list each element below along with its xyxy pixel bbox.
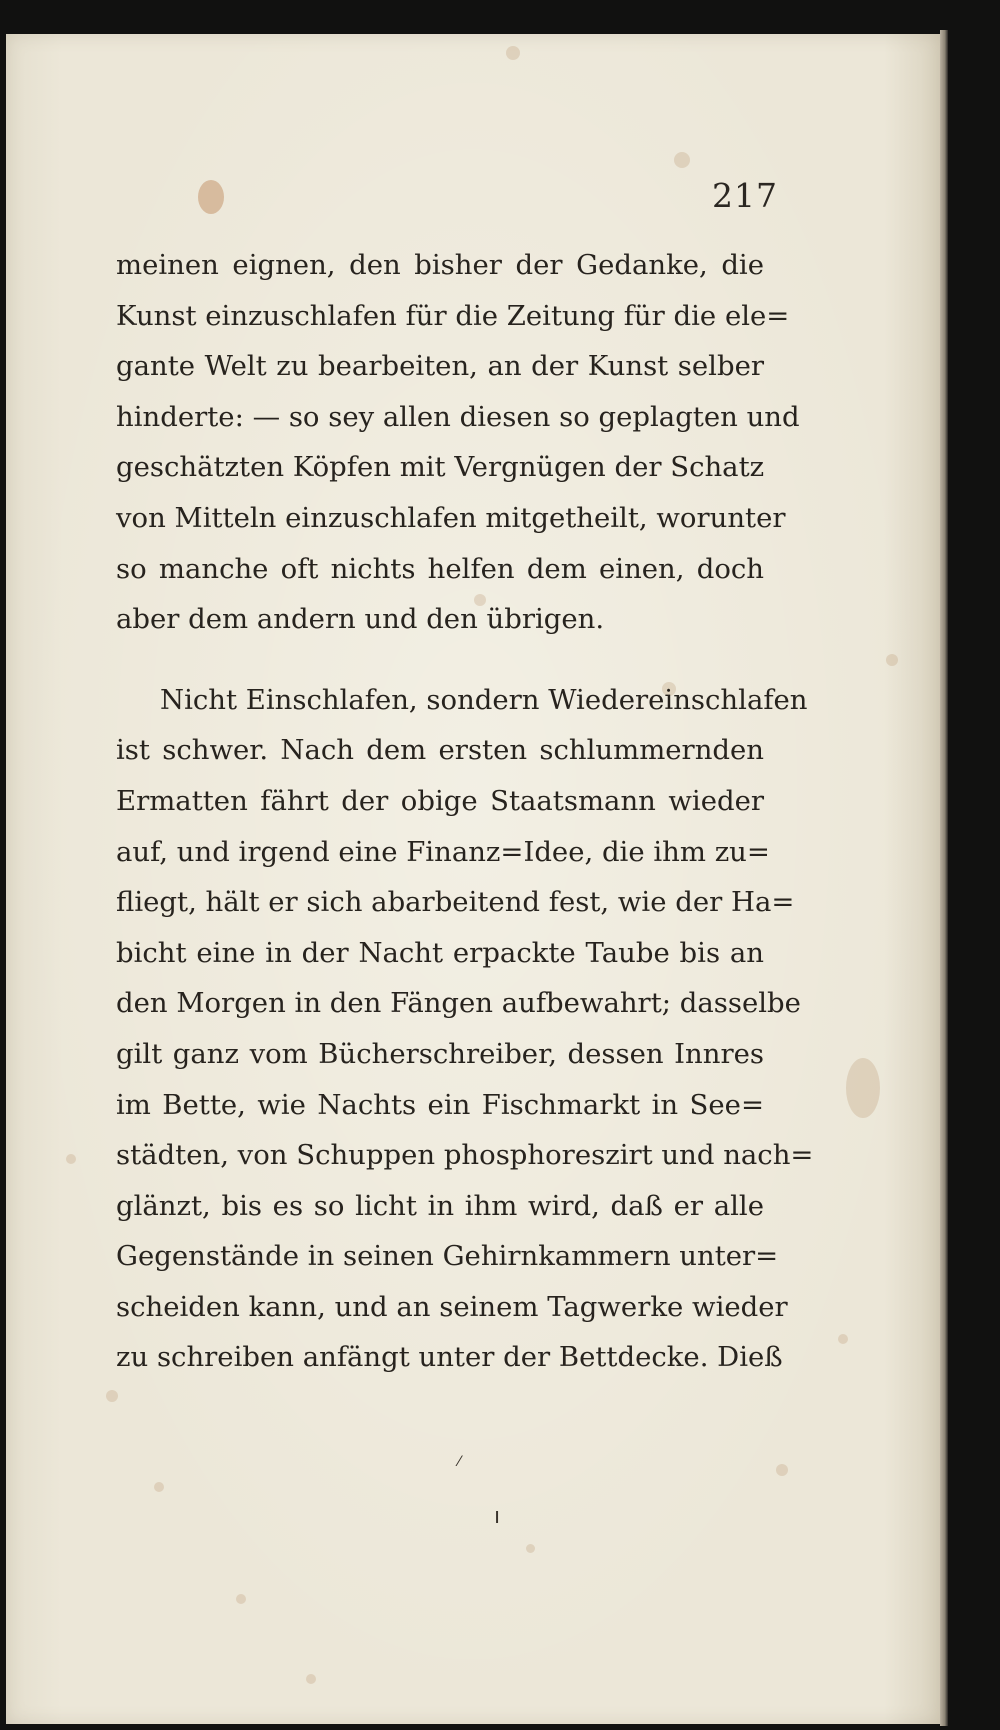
foxing-stain <box>846 1058 880 1118</box>
foxing-stain <box>236 1594 246 1604</box>
foxing-stain <box>526 1544 535 1553</box>
text-line: Nicht Einschlafen, sondern Wiedereinschlafen <box>160 683 808 716</box>
text-line: glänzt, bis es so licht in ihm wird, daß er alle <box>116 1189 764 1222</box>
text-line: Kunst einzuschlafen für die Zeitung für die ele= <box>116 299 790 332</box>
paragraph-spacer <box>116 645 764 675</box>
text-line: so manche oft nichts helfen dem einen, doch <box>116 552 764 585</box>
text-line: Ermatten fährt der obige Staatsmann wieder <box>116 784 764 817</box>
text-line: auf, und irgend eine Finanz=Idee, die ihm zu= <box>116 835 770 868</box>
paragraph <box>116 240 800 645</box>
text-line: aber dem andern und den übrigen. <box>116 603 605 636</box>
foxing-stain <box>776 1464 788 1476</box>
body-text <box>116 240 814 1383</box>
ink-mark: ı <box>494 1504 501 1529</box>
text-line: scheiden kann, und an seinem Tagwerke wieder <box>116 1290 788 1323</box>
text-line: ist schwer. Nach dem ersten schlummernden <box>116 734 764 767</box>
text-line: von Mitteln einzuschlafen mitgetheilt, worunter <box>116 501 786 534</box>
foxing-stain <box>886 654 898 666</box>
text-line: gante Welt zu bearbeiten, an der Kunst selber <box>116 350 764 383</box>
page-number: 217 <box>712 176 778 215</box>
foxing-stain <box>506 46 520 60</box>
paragraph <box>116 675 814 1383</box>
foxing-stain <box>674 152 690 168</box>
text-line: städten, von Schuppen phosphoreszirt und nach= <box>116 1139 814 1172</box>
page-edge <box>940 30 948 1726</box>
foxing-stain <box>66 1154 76 1164</box>
text-line: meinen eignen, den bisher der Gedanke, die <box>116 249 764 281</box>
foxing-stain <box>154 1482 164 1492</box>
text-line: fliegt, hält er sich abarbeitend fest, wie der Ha= <box>116 886 795 919</box>
text-line: im Bette, wie Nachts ein Fischmarkt in See= <box>116 1088 764 1121</box>
text-line: gilt ganz vom Bücherschreiber, dessen Innres <box>116 1037 764 1070</box>
ink-mark: ⁄ <box>458 1454 461 1470</box>
foxing-stain <box>106 1390 118 1402</box>
text-line: zu schreiben anfängt unter der Bettdecke. Dieß <box>116 1341 783 1374</box>
text-line: geschätzten Köpfen mit Vergnügen der Schatz <box>116 451 765 484</box>
text-line: bicht eine in der Nacht erpackte Taube bis an <box>116 936 764 969</box>
foxing-stain <box>306 1674 316 1684</box>
foxing-stain <box>198 180 224 214</box>
text-line: Gegenstände in seinen Gehirnkammern unter= <box>116 1240 779 1273</box>
text-line: den Morgen in den Fängen aufbewahrt; dasselbe <box>116 987 801 1020</box>
text-line: hinderte: — so sey allen diesen so geplagten und <box>116 400 800 433</box>
foxing-stain <box>838 1334 848 1344</box>
